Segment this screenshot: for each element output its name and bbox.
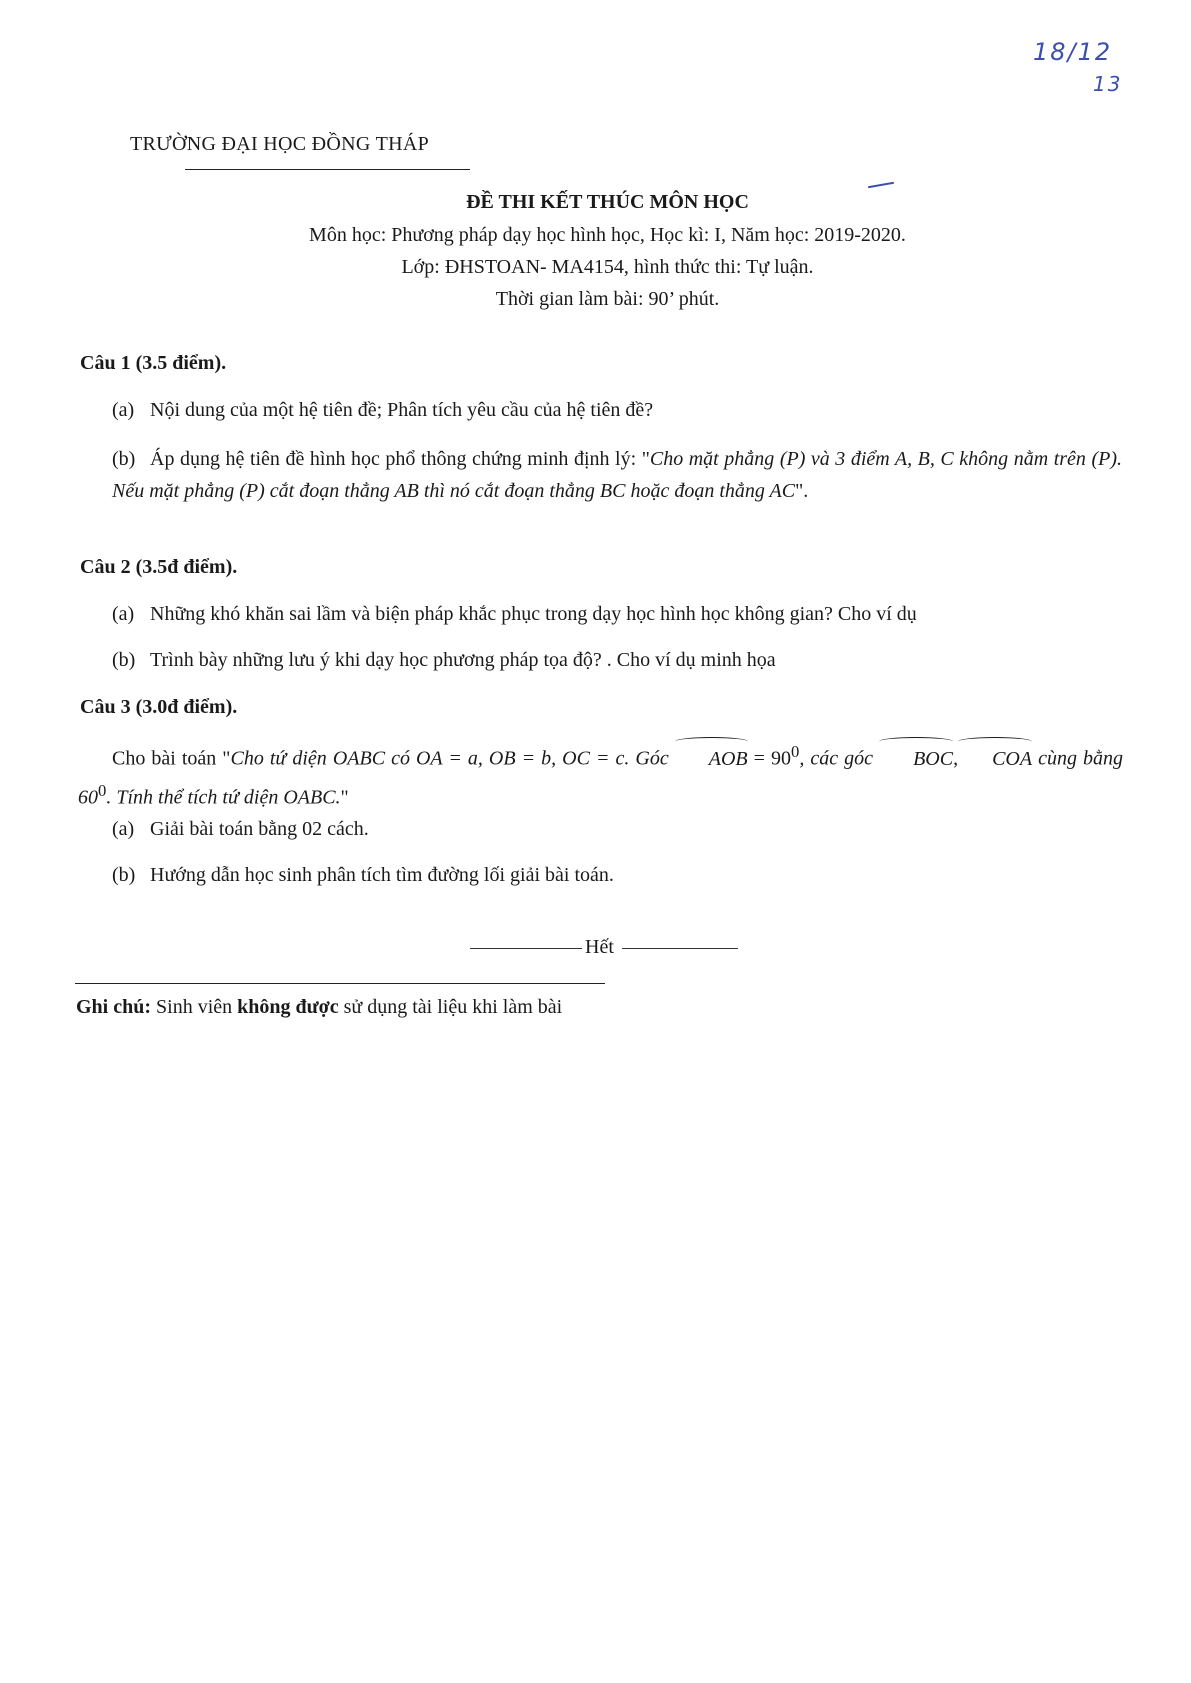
note xyxy=(76,996,562,1019)
item-text-end: ". xyxy=(795,480,809,502)
superscript-0: 0 xyxy=(98,780,107,800)
question-3a xyxy=(112,813,1122,845)
problem-text-4: . Tính thể tích tứ diện OABC. xyxy=(106,786,341,809)
angle-boc: BOC xyxy=(879,743,953,775)
problem-text-2: , các góc xyxy=(799,747,880,770)
question-1-heading: Câu 1 (3.5 điểm). xyxy=(80,352,227,374)
problem-text-3: cùng bằng 60 xyxy=(78,747,1124,809)
end-marker: Hết xyxy=(585,936,614,958)
pen-mark xyxy=(868,182,894,188)
question-2b xyxy=(112,644,1122,676)
problem-suffix: " xyxy=(340,786,349,809)
item-label: (b) xyxy=(112,649,136,671)
item-text: Áp dụng hệ tiên đề hình học phổ thông chứng minh định lý: " xyxy=(150,448,650,470)
item-label: (a) xyxy=(112,603,135,625)
question-1b xyxy=(112,443,1122,507)
item-label: (a) xyxy=(112,399,135,421)
item-text: Hướng dẫn học sinh phân tích tìm đường lối giải bài toán. xyxy=(150,864,614,886)
note-text: Sinh viên xyxy=(151,996,238,1018)
item-text: Những khó khăn sai lầm và biện pháp khắc phục trong dạy học hình học không gian? Cho ví dụ xyxy=(150,603,917,625)
school-underline xyxy=(185,169,470,170)
question-1a xyxy=(112,394,1122,426)
class-line: Lớp: ĐHSTOAN- MA4154, hình thức thi: Tự luận. xyxy=(401,256,814,278)
superscript-0: 0 xyxy=(791,742,800,761)
note-text-end: sử dụng tài liệu khi làm bài xyxy=(338,996,563,1018)
item-label: (b) xyxy=(112,864,136,886)
item-label: (a) xyxy=(112,818,135,840)
angle-coa: COA xyxy=(958,743,1032,775)
question-3-heading: Câu 3 (3.0đ điểm). xyxy=(80,696,238,718)
item-label: (b) xyxy=(112,448,136,470)
item-text: Trình bày những lưu ý khi dạy học phương pháp tọa độ? . Cho ví dụ minh họa xyxy=(150,649,776,671)
problem-eq: = 90 xyxy=(747,747,791,770)
exam-title: ĐỀ THI KẾT THÚC MÔN HỌC xyxy=(466,191,749,213)
question-2a xyxy=(112,598,1122,630)
note-label: Ghi chú: xyxy=(76,996,152,1018)
question-3b xyxy=(112,859,1122,891)
handwritten-date: 18/12 xyxy=(1033,38,1113,66)
end-rule-left xyxy=(470,948,582,949)
angle-aob: AOB xyxy=(675,743,748,775)
question-2-heading: Câu 2 (3.5đ điểm). xyxy=(80,556,238,578)
school-name: TRƯỜNG ĐẠI HỌC ĐỒNG THÁP xyxy=(130,133,430,155)
handwritten-room: 13 xyxy=(1093,72,1123,96)
item-text: Giải bài toán bằng 02 cách. xyxy=(150,818,369,840)
note-rule xyxy=(75,983,605,984)
problem-prefix: Cho bài toán " xyxy=(112,747,231,770)
note-emphasis: không được xyxy=(237,996,339,1018)
problem-text-1: Cho tứ diện OABC có OA = a, OB = b, OC = c. Góc xyxy=(230,747,675,770)
end-rule-right xyxy=(622,948,738,949)
theorem-text: Cho mặt phẳng (P) và 3 điểm A, B, C không nằm trên (P). Nếu mặt phẳng (P) cắt đoạn thẳng AB thì nó cắt đoạn thẳng BC hoặc đoạn thẳng AC xyxy=(112,448,1122,502)
question-3-problem xyxy=(78,736,1123,813)
comma: , xyxy=(953,747,959,770)
course-line: Môn học: Phương pháp dạy học hình học, Học kì: I, Năm học: 2019-2020. xyxy=(309,224,906,246)
item-text: Nội dung của một hệ tiên đề; Phân tích yêu cầu của hệ tiên đề? xyxy=(150,399,654,421)
time-line: Thời gian làm bài: 90’ phút. xyxy=(495,288,720,310)
